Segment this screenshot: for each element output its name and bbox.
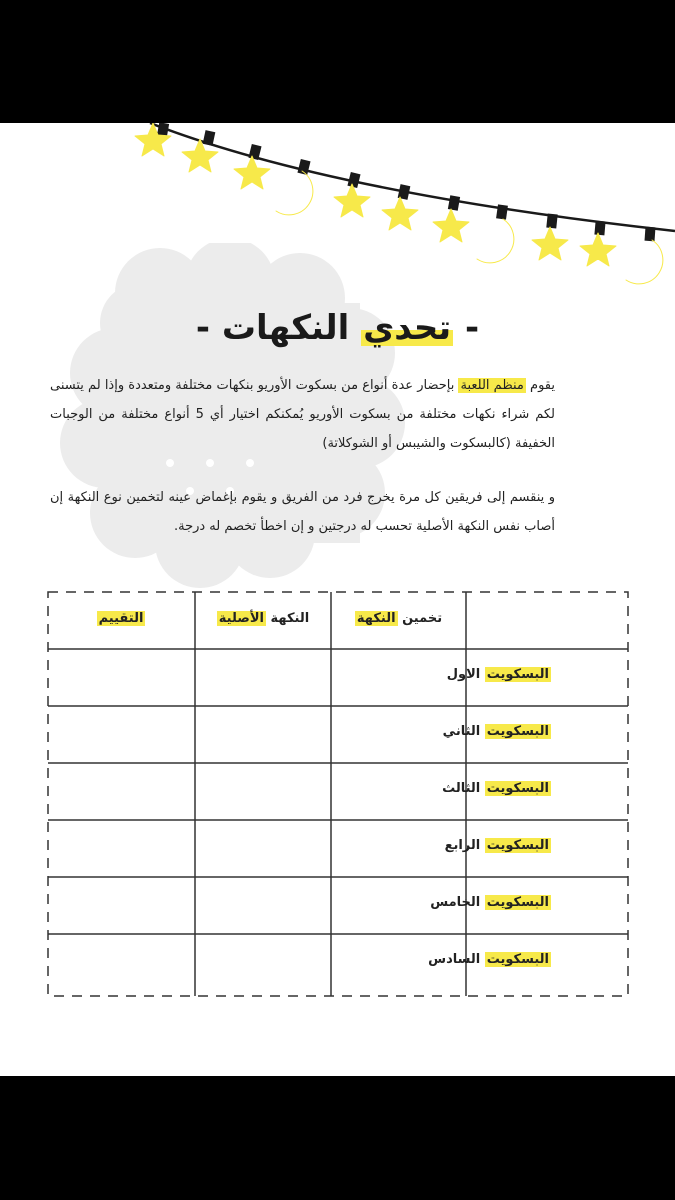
- clip: [448, 195, 460, 211]
- title-word: النكهات: [221, 308, 350, 348]
- row-prefix: البسكويت: [486, 724, 549, 739]
- star-icon: [433, 209, 469, 242]
- moon-icon: [626, 240, 663, 284]
- header-rating-highlight: التقييم: [98, 611, 144, 626]
- title-word-highlighted: تحدي: [363, 308, 452, 348]
- row-label: [428, 952, 551, 967]
- star-icon: [334, 184, 370, 217]
- row-ordinal: الثاني: [442, 724, 481, 739]
- p1-highlight: منظم اللعبة: [460, 378, 524, 393]
- row-label: [445, 838, 551, 853]
- header-original-text: النكهة: [266, 611, 310, 626]
- clip: [645, 227, 656, 242]
- row-ordinal: السادس: [428, 952, 481, 967]
- row-label: [430, 895, 551, 910]
- p1-after: بإحضار عدة أنواع من بسكوت الأوريو بنكهات مختلفة ومتعددة وإذا لم يتسنى لكم شراء نكهات مختلفة من بسكوت الأوريو يُمكنكم اختيار أي 5 أنواع مختلفة من الوجبات الخفيفة (كالبسكوت والشيبس أو الشوكلاتة): [50, 378, 555, 451]
- row-prefix: البسكويت: [486, 667, 549, 682]
- scoring-table: [47, 591, 629, 997]
- star-icon: [382, 197, 418, 230]
- row-prefix: البسكويت: [486, 781, 549, 796]
- title-dash: -: [195, 308, 210, 348]
- row-prefix: البسكويت: [486, 952, 549, 967]
- instructions-paragraph-2: و ينقسم إلى فريقين كل مرة يخرج فرد من الفريق و يقوم بإغماض عينه لتخمين نوع النكهة إن أصاب نفس النكهة الأصلية تحسب له درجتين و إن اخطأ تخصم له درجة.: [50, 490, 555, 534]
- moon-icon: [477, 219, 514, 263]
- p1-before: يقوم: [525, 378, 556, 393]
- header-guess-flavor: [331, 611, 466, 626]
- header-guess-text: تخمين: [397, 611, 443, 626]
- header-guess-highlight: النكهة: [356, 611, 396, 626]
- title-dash: -: [465, 308, 480, 348]
- row-ordinal: الاول: [446, 667, 481, 682]
- instructions-paragraph-1: [50, 371, 555, 458]
- row-prefix: البسكويت: [486, 895, 549, 910]
- clip: [496, 204, 508, 219]
- clip: [347, 172, 360, 188]
- header-original-flavor: [195, 611, 331, 626]
- moon-icon: [276, 171, 313, 215]
- worksheet-page: [0, 123, 675, 1076]
- row-label: [443, 724, 551, 739]
- row-ordinal: الثالث: [442, 781, 481, 796]
- header-rating: [47, 611, 195, 626]
- row-ordinal: الخامس: [430, 895, 481, 910]
- header-original-highlight: الأصلية: [218, 611, 264, 626]
- clip: [594, 221, 605, 236]
- star-icon: [580, 233, 616, 266]
- clip: [546, 214, 557, 229]
- page-title: [0, 308, 675, 348]
- row-label: [447, 667, 551, 682]
- row-label: [442, 781, 551, 796]
- clip: [203, 130, 216, 146]
- row-prefix: البسكويت: [486, 838, 549, 853]
- row-ordinal: الرابع: [444, 838, 481, 853]
- star-icon: [532, 227, 568, 260]
